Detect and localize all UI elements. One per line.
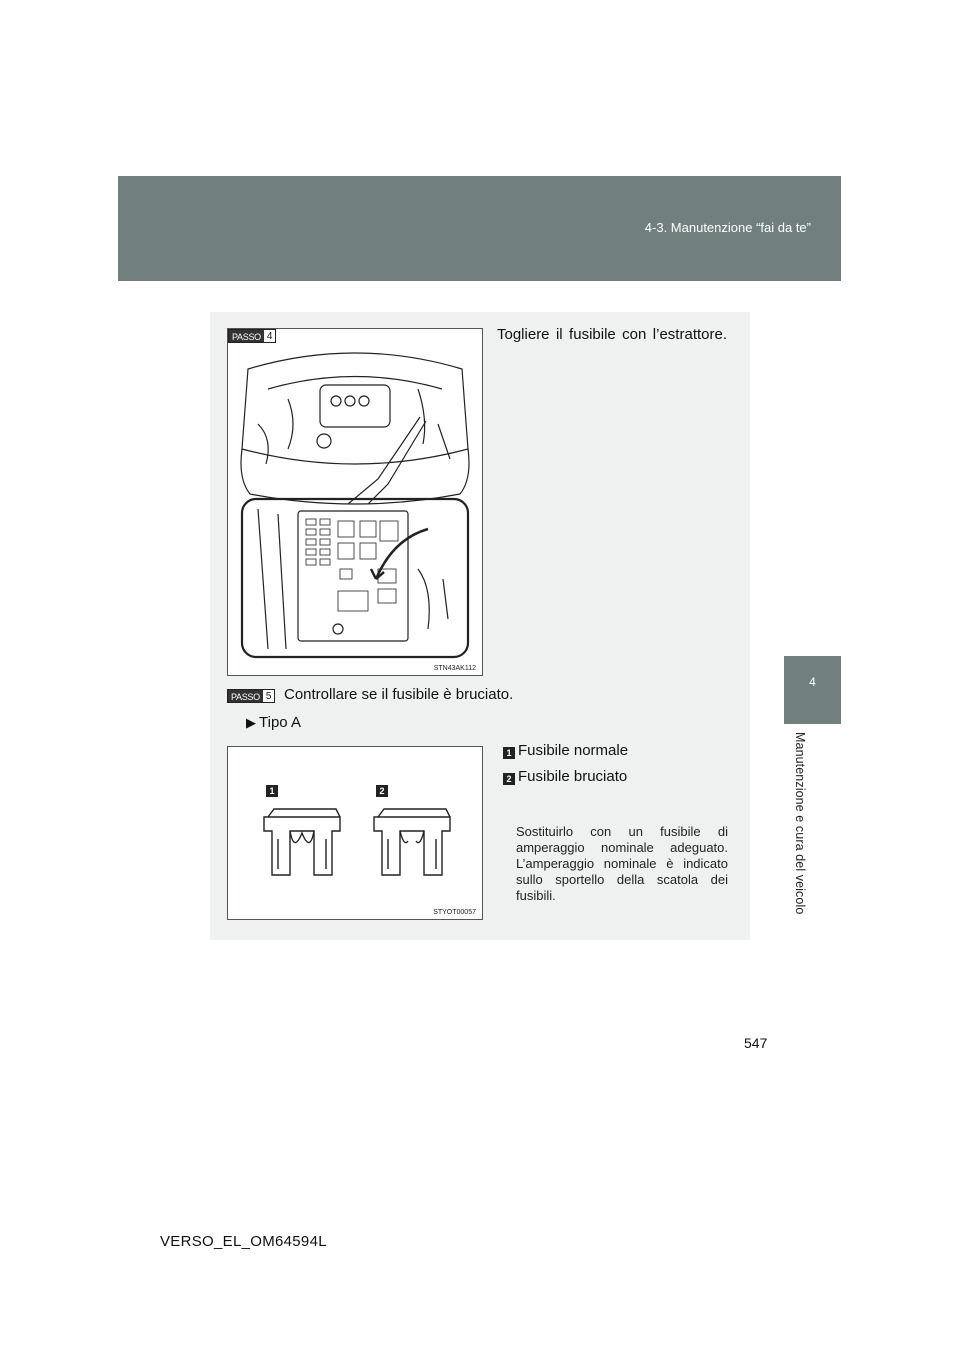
triangle-right-icon: ▶	[246, 715, 256, 730]
step4-instruction: Togliere il fusibile con l’estrattore.	[497, 326, 727, 343]
legend-number-1: 1	[503, 747, 515, 759]
legend-label-normal: Fusibile normale	[518, 742, 629, 759]
engine-bay-illustration	[228, 329, 482, 675]
document-code: VERSO_EL_OM64594L	[160, 1233, 327, 1250]
fuse-figure	[227, 746, 483, 920]
chapter-title: Manutenzione e cura del veicolo	[793, 732, 807, 915]
legend-label-blown: Fusibile bruciato	[518, 768, 628, 785]
type-label-row	[246, 714, 301, 731]
fuse-illustration	[228, 747, 482, 919]
step5-instruction: Controllare se il fusibile è bruciato.	[284, 686, 514, 703]
step5-badge	[227, 689, 275, 703]
step4-badge-number: 4	[264, 330, 276, 342]
type-label: Tipo A	[259, 714, 301, 731]
step5-badge-number: 5	[263, 690, 275, 702]
chapter-tab	[784, 656, 841, 724]
fuse-blown-marker: 2	[376, 785, 388, 797]
page-number: 547	[744, 1035, 768, 1051]
chapter-number: 4	[809, 675, 816, 689]
replacement-note: Sostituirlo con un fusibile di amperaggio nominale adeguato. L’amperaggio nominale è indicato sullo sportello della scatola dei fusibili.	[516, 824, 728, 903]
step4-badge	[228, 329, 276, 343]
step5-badge-word: PASSO	[228, 690, 263, 702]
fuse-normal-marker: 1	[266, 785, 278, 797]
step4-badge-word: PASSO	[229, 330, 264, 342]
fuse-figure-code: STYOT00057	[433, 909, 476, 916]
legend-number-2: 2	[503, 773, 515, 785]
header-bar	[118, 176, 841, 281]
engine-figure-code: STN43AK112	[433, 665, 476, 672]
engine-bay-figure	[227, 328, 483, 676]
section-title: 4-3. Manutenzione “fai da te”	[644, 220, 811, 235]
